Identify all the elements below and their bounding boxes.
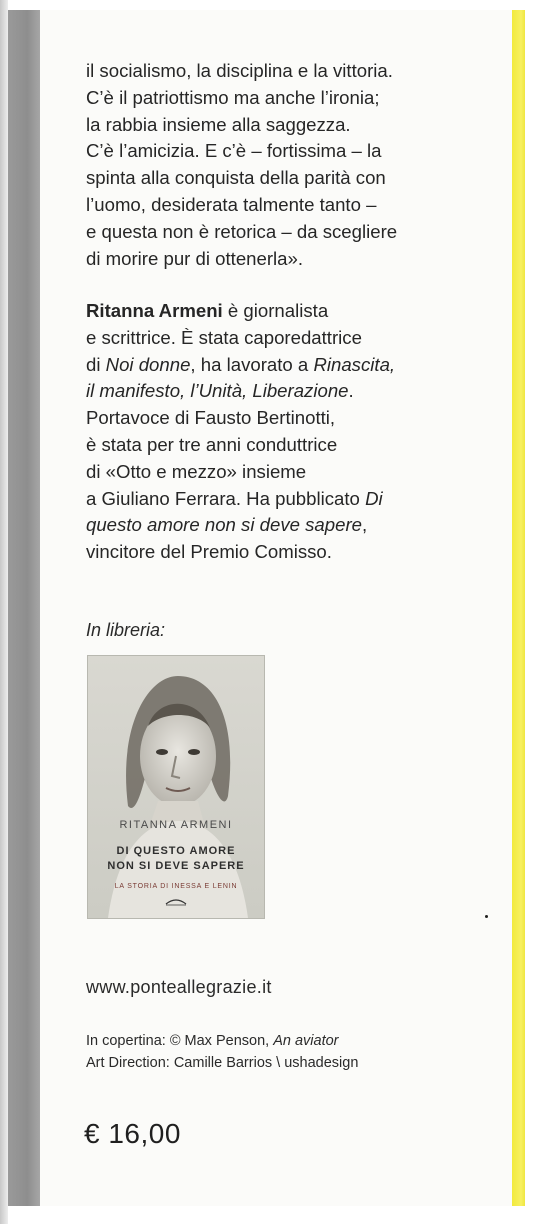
author-bio (86, 298, 506, 566)
intro-line: C’è l’amicizia. E c’è – fortissima – la (86, 140, 382, 162)
yellow-edge-band (512, 10, 525, 1206)
art-direction-credit: Art Direction: Camille Barrios \ ushadesign (86, 1055, 359, 1071)
cover-author: RITANNA ARMENI (119, 819, 233, 831)
bio-line: Portavoce di Fausto Bertinotti, (86, 407, 336, 429)
bio-line: il manifesto, l’Unità, Liberazione. (86, 380, 354, 402)
left-shadow (0, 0, 8, 1224)
intro-line: l’uomo, desiderata talmente tanto – (86, 193, 377, 215)
bio-line: di Noi donne, ha lavorato a Rinascita, (86, 353, 396, 375)
cover-credit: In copertina: © Max Penson, An aviator (86, 1033, 339, 1049)
bio-line: è stata per tre anni conduttrice (86, 433, 338, 455)
portrait-photo (88, 656, 264, 918)
cover-title: DI QUESTO AMORE NON SI DEVE SAPERE (107, 845, 245, 872)
price: € 16,00 (84, 1118, 181, 1149)
publisher-logo-icon (165, 896, 187, 906)
intro-line: la rabbia insieme alla saggezza. (86, 113, 351, 135)
credits (86, 1030, 358, 1074)
intro-line: spinta alla conquista della parità con (86, 167, 386, 189)
book-cover (87, 655, 265, 919)
bio-line: e scrittrice. È stata caporedattrice (86, 326, 362, 348)
bio-line: Ritanna Armeni è giornalista (86, 300, 329, 321)
gray-spine-band (8, 10, 40, 1206)
bottom-edge (8, 1206, 536, 1224)
in-libreria-label: In libreria: (86, 620, 166, 640)
cover-subtitle: LA STORIA DI INESSA E LENIN (114, 883, 238, 890)
intro-line: di morire pur di ottenerla». (86, 247, 304, 269)
bio-line: questo amore non si deve sapere, (86, 514, 368, 536)
speck (485, 915, 488, 918)
intro-line: il socialismo, la disciplina e la vittoria. (86, 60, 393, 81)
intro-line: C’è il patriottismo ma anche l’ironia; (86, 86, 380, 108)
bio-line: vincitore del Premio Comisso. (86, 541, 332, 563)
publisher-url[interactable]: www.ponteallegrazie.it (86, 977, 272, 997)
intro-paragraph (86, 58, 506, 272)
intro-line: e questa non è retorica – da scegliere (86, 220, 398, 242)
bio-line: a Giuliano Ferrara. Ha pubblicato Di (86, 487, 383, 509)
bio-line: di «Otto e mezzo» insieme (86, 460, 307, 482)
author-name: Ritanna Armeni (86, 300, 223, 321)
